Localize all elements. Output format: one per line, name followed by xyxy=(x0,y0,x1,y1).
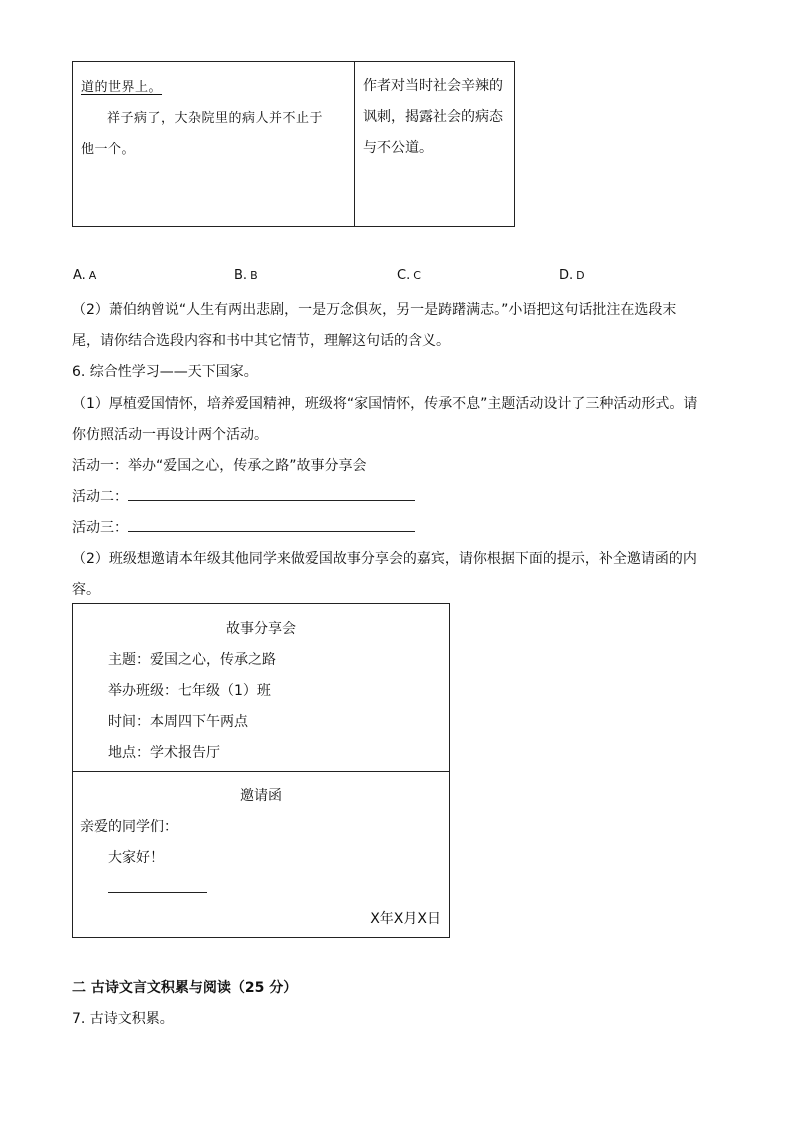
event-time: 时间：本周四下午两点 xyxy=(108,714,248,730)
option-c-label: C. xyxy=(397,268,411,283)
option-c-value: C xyxy=(413,269,421,282)
letter-salutation: 亲爱的同学们： xyxy=(80,819,178,835)
letter-body-blank[interactable] xyxy=(108,892,207,893)
section-heading: 二 古诗文言文积累与阅读（25 分） xyxy=(72,980,298,996)
table-column-divider xyxy=(354,62,355,226)
activity-three-label: 活动三： xyxy=(72,520,128,536)
option-b-label: B. xyxy=(234,268,248,283)
option-a-value: A xyxy=(88,269,97,282)
table-right-line2: 讽刺，揭露社会的病态 xyxy=(363,109,503,125)
letter-date: X年X月X日 xyxy=(370,911,441,927)
q5-2-line2: 尾，请你结合选段内容和书中其它情节，理解这句话的含义。 xyxy=(72,333,450,349)
letter-greeting: 大家好！ xyxy=(108,850,164,866)
q6-p2-line2: 容。 xyxy=(72,582,100,598)
option-a[interactable] xyxy=(73,268,96,283)
event-theme: 主题：爱国之心，传承之路 xyxy=(108,652,276,668)
activity-one: 活动一：举办“爱国之心，传承之路”故事分享会 xyxy=(72,458,367,474)
invitation-table xyxy=(72,603,450,938)
table-left-line1: 道的世界上。 xyxy=(81,80,163,95)
q6-title: 6. 综合性学习——天下国家。 xyxy=(72,364,258,380)
option-c[interactable] xyxy=(397,268,421,283)
letter-title: 邀请函 xyxy=(240,788,282,804)
table-left-line3: 他一个。 xyxy=(81,142,136,157)
event-place: 地点：学术报告厅 xyxy=(108,745,220,761)
annotation-table xyxy=(72,61,515,227)
option-d[interactable] xyxy=(559,268,585,283)
option-b[interactable] xyxy=(234,268,258,283)
option-b-value: B xyxy=(250,269,258,282)
q7-title: 7. 古诗文积累。 xyxy=(72,1011,174,1027)
q6-p1-line1: （1）厚植爱国情怀，培养爱国精神，班级将“家国情怀，传承不息”主题活动设计了三种活动形式。请 xyxy=(72,396,698,412)
activity-two-label: 活动二： xyxy=(72,489,128,505)
q6-p2-line1: （2）班级想邀请本年级其他同学来做爱国故事分享会的嘉宾，请你根据下面的提示，补全邀请函的内 xyxy=(72,551,697,567)
event-host: 举办班级：七年级（1）班 xyxy=(108,683,271,699)
table-right-line3: 与不公道。 xyxy=(363,140,433,156)
option-d-label: D. xyxy=(559,268,574,283)
event-title: 故事分享会 xyxy=(226,621,296,637)
q5-2-line1: （2）萧伯纳曾说“人生有两出悲剧，一是万念俱灰，另一是踌躇满志。”小语把这句话批注在选段末 xyxy=(72,302,677,318)
table-left-line2: 祥子病了，大杂院里的病人并不止于 xyxy=(107,111,324,126)
option-d-value: D xyxy=(576,269,585,282)
activity-two-blank[interactable] xyxy=(128,500,415,501)
q6-p1-line2: 你仿照活动一再设计两个活动。 xyxy=(72,427,268,443)
activity-three-blank[interactable] xyxy=(128,531,415,532)
table-right-line1: 作者对当时社会辛辣的 xyxy=(363,78,503,94)
table-divider xyxy=(73,771,449,772)
option-a-label: A. xyxy=(73,268,86,283)
